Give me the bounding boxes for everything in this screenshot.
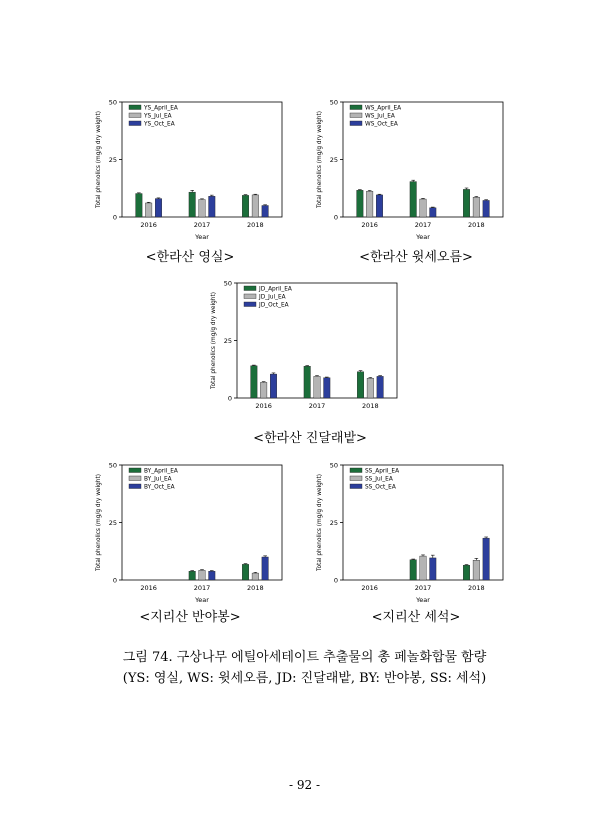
bar — [357, 190, 364, 217]
legend-swatch — [244, 286, 256, 291]
y-axis-label: Total phenolics (mg/g dry weight) — [96, 111, 102, 208]
legend-label: WS_April_EA — [365, 105, 402, 112]
x-tick-label: 2017 — [308, 402, 326, 410]
bar — [199, 200, 206, 217]
bar — [262, 206, 269, 218]
bar — [473, 560, 480, 580]
x-tick-label: 2017 — [193, 584, 211, 592]
legend-swatch — [350, 105, 362, 110]
bar — [483, 538, 490, 580]
legend-swatch — [129, 113, 141, 118]
bar — [209, 196, 216, 217]
caption-ws: <한라산 윗세오름> — [359, 250, 473, 265]
bar — [189, 571, 196, 580]
y-axis-label: Total phenolics (mg/g dry weight) — [317, 111, 323, 208]
legend-label: SS_Oct_EA — [365, 484, 396, 491]
y-tick-label: 25 — [329, 519, 338, 527]
x-tick-label: 2018 — [362, 402, 379, 410]
x-tick-label: 2018 — [468, 221, 485, 229]
chart-by — [92, 455, 292, 605]
bar — [430, 208, 437, 217]
x-tick-label: 2017 — [414, 221, 432, 229]
caption-ys: <한라산 영실> — [145, 250, 235, 265]
y-tick-label: 50 — [329, 98, 338, 107]
y-tick-label: 25 — [329, 156, 338, 164]
bar — [252, 195, 258, 217]
bar — [324, 378, 331, 398]
figure-caption-line1: 그림 74. 구상나무 에틸아세테이트 추출물의 총 페놀화합물 함량 — [122, 650, 487, 665]
figure-caption-line2: (YS: 영실, WS: 윗세오름, JD: 진달래밭, BY: 반야봉, SS: 세석) — [122, 671, 487, 686]
bar — [483, 200, 490, 217]
legend-label: BY_Oct_EA — [144, 484, 175, 491]
legend-swatch — [350, 484, 362, 489]
bar — [251, 366, 258, 398]
legend-label: JD_Oct_EA — [259, 302, 289, 309]
x-axis-label: Year — [195, 233, 209, 241]
legend-swatch — [350, 113, 362, 118]
bar — [155, 199, 162, 217]
chart-svg — [92, 92, 292, 242]
bar — [410, 560, 417, 580]
legend-label: SS_April_EA — [365, 468, 400, 475]
y-tick-label: 0 — [333, 576, 338, 585]
chart-ss — [313, 455, 513, 605]
legend-swatch — [129, 484, 141, 489]
y-tick-label: 25 — [223, 337, 232, 345]
legend-swatch — [244, 302, 256, 307]
bar — [304, 366, 311, 398]
y-axis-label: Total phenolics (mg/g dry weight) — [317, 474, 323, 571]
x-tick-label: 2016 — [255, 402, 272, 410]
bar — [366, 191, 373, 217]
chart-ys — [92, 92, 292, 242]
bar — [145, 203, 152, 217]
bar — [367, 378, 374, 398]
legend-label: WS_Jul_EA — [365, 113, 395, 120]
legend-swatch — [350, 468, 362, 473]
y-axis-label: Total phenolics (mg/g dry weight) — [211, 292, 217, 389]
y-tick-label: 0 — [112, 213, 117, 222]
legend-label: WS_Oct_EA — [365, 121, 398, 128]
y-tick-label: 50 — [108, 98, 117, 107]
legend-label: YS_Oct_EA — [144, 121, 175, 128]
caption-ss: <지리산 세석> — [371, 610, 461, 625]
y-axis-label: Total phenolics (mg/g dry weight) — [96, 474, 102, 571]
bar — [377, 376, 384, 398]
y-tick-label: 25 — [108, 156, 117, 164]
legend-swatch — [129, 121, 141, 126]
x-axis-label: Year — [195, 596, 209, 604]
bar — [314, 376, 321, 398]
chart-ws — [313, 92, 513, 242]
y-tick-label: 25 — [108, 519, 117, 527]
bar — [199, 570, 206, 580]
bar — [242, 195, 249, 217]
y-tick-label: 50 — [108, 461, 117, 470]
legend-label: BY_April_EA — [144, 468, 178, 475]
legend-label: YS_Jul_EA — [144, 113, 172, 120]
legend-swatch — [350, 476, 362, 481]
chart-svg — [313, 92, 513, 242]
bar — [420, 556, 427, 580]
bar — [260, 382, 267, 398]
bar — [430, 558, 437, 580]
page-number: - 92 - — [288, 778, 320, 792]
x-tick-label: 2016 — [140, 584, 157, 592]
bar — [136, 194, 143, 217]
legend-swatch — [129, 105, 141, 110]
bar — [209, 571, 216, 580]
bar — [420, 199, 427, 217]
bar — [270, 374, 277, 398]
y-tick-label: 0 — [112, 576, 117, 585]
x-tick-label: 2018 — [247, 221, 264, 229]
y-tick-label: 0 — [333, 213, 338, 222]
x-tick-label: 2018 — [468, 584, 485, 592]
y-tick-label: 50 — [329, 461, 338, 470]
legend-label: JD_April_EA — [259, 286, 292, 293]
legend-swatch — [129, 476, 141, 481]
y-tick-label: 0 — [227, 394, 232, 403]
x-tick-label: 2017 — [414, 584, 432, 592]
legend-swatch — [129, 468, 141, 473]
bar — [410, 182, 417, 217]
bar — [252, 573, 258, 580]
x-axis-label: Year — [416, 233, 430, 241]
bar — [463, 565, 470, 580]
x-tick-label: 2016 — [140, 221, 157, 229]
x-tick-label: 2016 — [361, 221, 378, 229]
legend-label: SS_Jul_EA — [365, 476, 393, 483]
bar — [262, 557, 269, 580]
chart-jd — [207, 273, 407, 423]
bar — [242, 564, 249, 580]
bar — [463, 189, 470, 217]
caption-jd: <한라산 진달래밭> — [253, 431, 367, 446]
legend-label: YS_April_EA — [144, 105, 178, 112]
caption-by: <지리산 반야봉> — [139, 610, 241, 625]
chart-svg — [313, 455, 513, 605]
y-tick-label: 50 — [223, 279, 232, 288]
x-tick-label: 2018 — [247, 584, 264, 592]
legend-swatch — [244, 294, 256, 299]
chart-svg — [92, 455, 292, 605]
bar — [189, 192, 196, 217]
x-axis-label: Year — [416, 596, 430, 604]
bar — [357, 372, 364, 398]
x-tick-label: 2017 — [193, 221, 211, 229]
chart-svg — [207, 273, 407, 423]
legend-label: JD_Jul_EA — [259, 294, 286, 301]
x-tick-label: 2016 — [361, 584, 378, 592]
legend-swatch — [350, 121, 362, 126]
bar — [473, 197, 480, 217]
legend-label: BY_Jul_EA — [144, 476, 172, 483]
bar — [376, 195, 383, 217]
